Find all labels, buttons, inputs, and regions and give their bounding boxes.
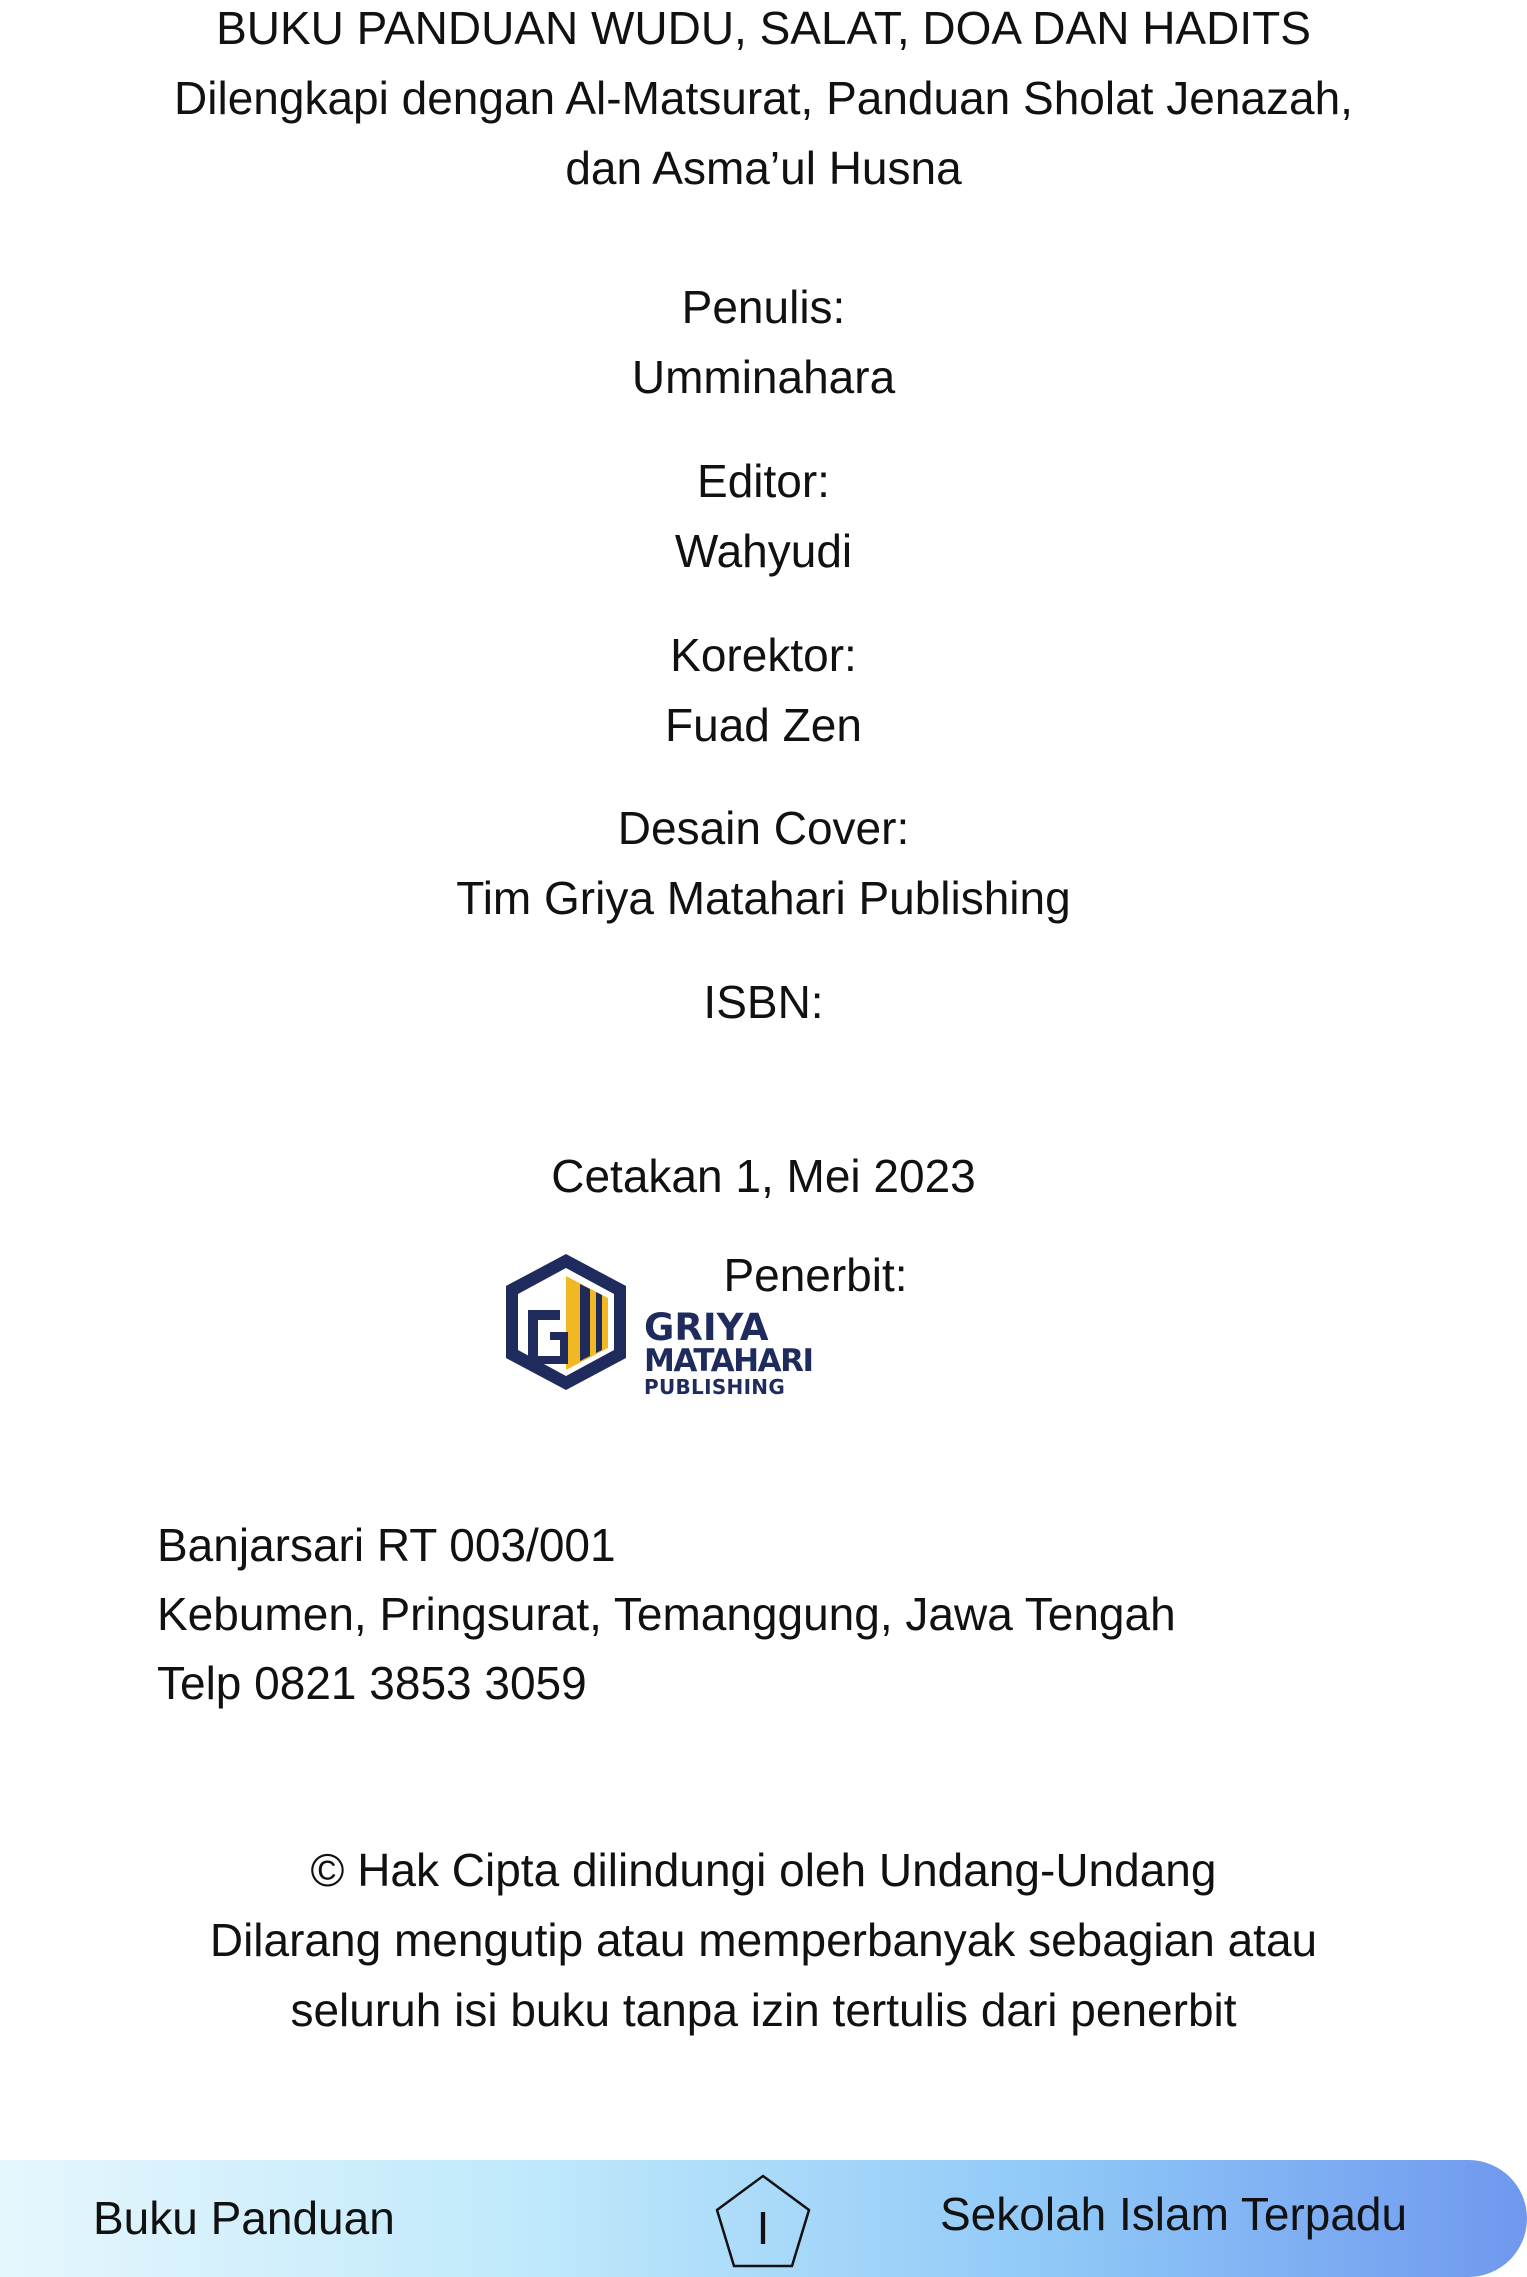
title-line-2: Dilengkapi dengan Al-Matsurat, Panduan Sholat Jenazah, bbox=[174, 72, 1353, 124]
editor-block bbox=[0, 446, 1527, 586]
publisher-address bbox=[157, 1511, 1176, 1718]
proofreader-label: Korektor: bbox=[670, 629, 857, 681]
address-line-3: Telp 0821 3853 3059 bbox=[157, 1657, 587, 1709]
author-label: Penulis: bbox=[681, 281, 846, 333]
logo-line-1: GRIYA bbox=[644, 1306, 769, 1349]
address-line-2: Kebumen, Pringsurat, Temanggung, Jawa Tengah bbox=[157, 1588, 1176, 1640]
author-name: Umminahara bbox=[631, 351, 896, 403]
proofreader-block bbox=[0, 620, 1527, 760]
cover-design-block bbox=[0, 793, 1527, 933]
footer-left-text: Buku Panduan bbox=[93, 2192, 395, 2244]
edition-text: Cetakan 1, Mei 2023 bbox=[551, 1150, 976, 1202]
publisher-label: Penerbit: bbox=[723, 1249, 908, 1301]
address-line-1: Banjarsari RT 003/001 bbox=[157, 1519, 616, 1571]
author-block bbox=[0, 272, 1527, 412]
publisher-logo-text bbox=[644, 1306, 813, 1399]
copyright-line-2: Dilarang mengutip atau memperbanyak sebagian atau bbox=[209, 1914, 1318, 1966]
title-line-3: dan Asma’ul Husna bbox=[565, 142, 962, 194]
edition-block bbox=[0, 1141, 1527, 1211]
editor-name: Wahyudi bbox=[674, 525, 853, 577]
cover-design-label: Desain Cover: bbox=[617, 802, 910, 854]
logo-line-3: PUBLISHING bbox=[644, 1375, 786, 1399]
page-number: I bbox=[756, 2202, 770, 2254]
editor-label: Editor: bbox=[697, 455, 830, 507]
isbn-block bbox=[0, 967, 1527, 1037]
copyright-line-3: seluruh isi buku tanpa izin tertulis dari penerbit bbox=[290, 1984, 1237, 2036]
footer-right-text: Sekolah Islam Terpadu bbox=[940, 2188, 1408, 2240]
proofreader-name: Fuad Zen bbox=[665, 699, 862, 751]
copyright-notice bbox=[0, 1835, 1527, 2045]
logo-line-2: MATAHARI bbox=[644, 1343, 813, 1379]
copyright-line-1: © Hak Cipta dilindungi oleh Undang-Undang bbox=[310, 1844, 1217, 1896]
isbn-label: ISBN: bbox=[703, 976, 824, 1028]
title-line-1: BUKU PANDUAN WUDU, SALAT, DOA DAN HADITS bbox=[216, 2, 1311, 54]
cover-design-name: Tim Griya Matahari Publishing bbox=[456, 872, 1071, 924]
book-title bbox=[0, 0, 1527, 203]
